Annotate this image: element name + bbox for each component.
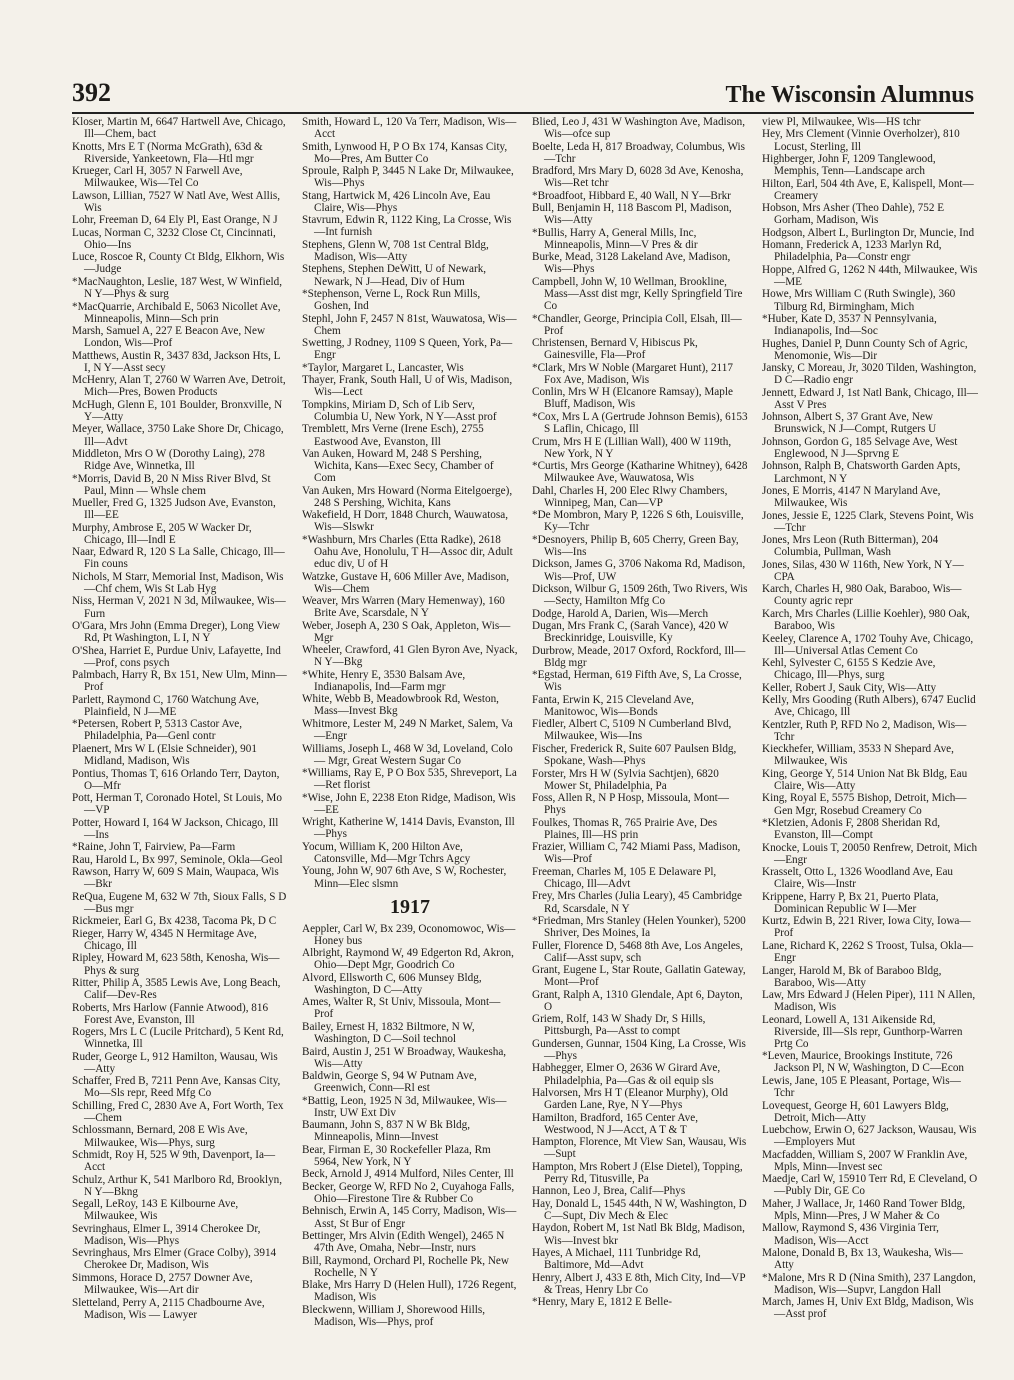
directory-entry: *De Mombron, Mary P, 1226 S 6th, Louisville, Ky—Tchr [532, 509, 744, 534]
directory-entry: Becker, George W, RFD No 2, Cuyahoga Falls, Ohio—Firestone Tire & Rubber Co [302, 1180, 515, 1205]
directory-entry: *MacNaughton, Leslie, 187 West, W Winfield, N Y—Phys & surg [72, 275, 283, 301]
directory-entry: Meyer, Wallace, 3750 Lake Shore Dr, Chicago, Ill—Advt [72, 423, 284, 448]
directory-entry: Fanta, Erwin K, 215 Cleveland Ave, Manitowoc, Wis—Bonds [532, 693, 694, 718]
directory-entry: Dahl, Charles H, 200 Elec Rlwy Chambers, Winnipeg, Man, Can—VP [532, 484, 728, 509]
directory-entry: *White, Henry E, 3530 Balsam Ave, Indianapolis, Ind—Farm mgr [302, 668, 466, 693]
directory-entry: Dodge, Harold A, Darien, Wis—Merch [532, 607, 709, 620]
directory-entry: Stephens, Glenn W, 708 1st Central Bldg, Madison, Wis—Atty [302, 238, 489, 263]
directory-entry: *Clark, Mrs W Noble (Margaret Hunt), 2117 Fox Ave, Madison, Wis [532, 361, 733, 386]
directory-entry: Frazier, William C, 742 Miami Pass, Madison, Wis—Prof [532, 841, 741, 866]
directory-entry: Grant, Ralph A, 1310 Glendale, Apt 6, Dayton, O [532, 988, 743, 1013]
directory-entry: King, Royal E, 5575 Bishop, Detroit, Mich—Gen Mgr, Rosebud Creamery Co [762, 792, 967, 817]
directory-entry: Potter, Howard I, 164 W Jackson, Chicago, Ill—Ins [72, 816, 279, 841]
directory-entry: Sletteland, Perry A, 2115 Chadbourne Ave, Madison, Wis — Lawyer [72, 1296, 265, 1321]
directory-entry: Christensen, Bernard V, Hibiscus Pk, Gainesville, Fla—Prof [532, 337, 698, 362]
directory-entry: Kurtz, Edwin B, 221 River, Iowa City, Iowa—Prof [762, 915, 971, 940]
directory-entry: Karch, Mrs Charles (Lillie Koehler), 980 Oak, Baraboo, Wis [762, 607, 970, 633]
directory-entry: Alvord, Ellsworth C, 606 Munsey Bldg, Washington, D C—Atty [302, 971, 482, 996]
directory-entry: Fiedler, Albert C, 5109 N Cumberland Blvd, Milwaukee, Wis—Ins [532, 718, 732, 743]
directory-entry: Howe, Mrs William C (Ruth Swingle), 360 Tilburg Rd, Birmingham, Mich [762, 288, 956, 313]
directory-entry: Whitmore, Lester M, 249 N Market, Salem, Va—Engr [302, 717, 513, 743]
directory-entry: Hayes, A Michael, 111 Tunbridge Rd, Baltimore, Md—Advt [532, 1246, 701, 1272]
directory-entry: Halvorsen, Mrs H T (Eleanor Murphy), Old Garden Lane, Rye, N Y—Phys [532, 1087, 728, 1112]
directory-entry: Pontius, Thomas T, 616 Orlando Terr, Dayton, O—Mfr [72, 767, 280, 792]
directory-entry: Baumann, John S, 837 N W Bk Bldg, Minneapolis, Minn—Invest [302, 1119, 471, 1144]
directory-entry: Baird, Austin J, 251 W Broadway, Waukesha, Wis—Atty [302, 1045, 507, 1070]
directory-entry: Watzke, Gustave H, 606 Miller Ave, Madison, Wis—Chem [302, 570, 510, 595]
class-year-heading: 1917 [390, 895, 430, 918]
directory-entry: McHenry, Alan T, 2760 W Warren Ave, Detroit, Mich—Pres, Bowen Products [72, 374, 286, 399]
directory-entry: Wheeler, Crawford, 41 Glen Byron Ave, Nyack, N Y—Bkg [302, 644, 518, 669]
directory-entry: Crum, Mrs H E (Lillian Wall), 400 W 119th, New York, N Y [532, 435, 732, 460]
directory-entry: Jones, Mrs Leon (Ruth Bitterman), 204 Columbia, Pullman, Wash [762, 534, 939, 559]
directory-entry: Middleton, Mrs O W (Dorothy Laing), 278 Ridge Ave, Winnetka, Ill [72, 448, 265, 473]
directory-entry: Lane, Richard K, 2262 S Troost, Tulsa, Okla—Engr [762, 939, 974, 965]
directory-entry: Bill, Raymond, Orchard Pl, Rochelle Pk, New Rochelle, N Y [302, 1254, 509, 1279]
directory-entry: Marsh, Samuel A, 227 E Beacon Ave, New London, Wis—Prof [72, 325, 266, 350]
directory-entry: Tompkins, Miriam D, Sch of Lib Serv, Columbia U, New York, N Y—Asst prof [302, 398, 497, 423]
directory-entry: *Henry, Mary E, 1812 E Belle- [532, 1296, 673, 1309]
directory-entry: Young, John W, 907 6th Ave, S W, Rochester, Minn—Elec slsmn [302, 865, 507, 890]
directory-entry: Rieger, Harry W, 4345 N Hermitage Ave, Chicago, Ill [72, 927, 257, 952]
directory-entry: Keller, Robert J, Sauk City, Wis—Atty [762, 681, 937, 694]
directory-entry: Weber, Joseph A, 230 S Oak, Appleton, Wis—Mgr [302, 619, 511, 644]
directory-entry: Jones, Jessie E, 1225 Clark, Stevens Point, Wis—Tchr [762, 509, 974, 534]
directory-entry: Niss, Herman V, 2021 N 3d, Milwaukee, Wis—Furn [72, 595, 286, 620]
directory-entry: Johnson, Ralph B, Chatsworth Garden Apts, Larchmont, N Y [762, 460, 961, 485]
directory-entry: Homann, Frederick A, 1233 Marlyn Rd, Philadelphia, Pa—Constr engr [762, 239, 942, 264]
directory-entry: Smith, Lynwood H, P O Bx 174, Kansas City, Mo—Pres, Am Butter Co [302, 140, 508, 165]
directory-entry: Beck, Arnold J, 4914 Mulford, Niles Center, Ill [302, 1168, 514, 1181]
directory-entry: O'Gara, Mrs John (Emma Dreger), Long View Rd, Pt Washington, L I, N Y [72, 620, 281, 645]
running-title: The Wisconsin Alumnus [725, 82, 974, 108]
directory-entry: Ruder, George L, 912 Hamilton, Wausau, Wis—Atty [72, 1050, 278, 1075]
directory-entry: Kieckhefer, William, 3533 N Shepard Ave, Milwaukee, Wis [762, 743, 954, 768]
directory-entry: Forster, Mrs H W (Sylvia Sachtjen), 6820 Mower St, Philadelphia, Pa [532, 767, 719, 792]
directory-entry: Conlin, Mrs W H (Elcanore Ramsay), Maple Bluff, Madison, Wis [532, 386, 733, 411]
directory-entry: *Malone, Mrs R D (Nina Smith), 237 Langdon, Madison, Wis—Supvr, Langdon Hall [762, 1271, 976, 1296]
directory-entry: Mueller, Fred G, 1325 Judson Ave, Evanston, Ill—EE [72, 497, 276, 522]
directory-entry: Dugan, Mrs Frank C, (Sarah Vance), 420 W Breckinridge, Louisville, Ky [532, 620, 729, 645]
directory-entry: Maedje, Carl W, 15910 Terr Rd, E Cleveland, O—Publy Dir, GE Co [762, 1173, 978, 1198]
directory-entry: Krasselt, Otto L, 1326 Woodland Ave, Eau Claire, Wis—Instr [762, 866, 954, 891]
directory-entry: Foulkes, Thomas R, 765 Prairie Ave, Des Plaines, Ill—HS prin [532, 816, 718, 841]
directory-entry: Karch, Charles H, 980 Oak, Baraboo, Wis—County agric repr [762, 583, 962, 608]
directory-entry: Bailey, Ernest H, 1832 Biltmore, N W, Washington, D C—Soil technol [302, 1020, 475, 1046]
directory-entry: Malone, Donald B, Bx 13, Waukesha, Wis—Atty [762, 1246, 963, 1272]
directory-entry: *Williams, Ray E, P O Box 535, Shreveport, La—Ret florist [302, 767, 517, 792]
directory-entry: Langer, Harold M, Bk of Baraboo Bldg, Baraboo, Wis—Atty [762, 964, 942, 989]
directory-entry: Knotts, Mrs E T (Norma McGrath), 63d & Riverside, Yankeetown, Fla—Htl mgr [72, 140, 263, 165]
directory-entry: Plaenert, Mrs W L (Elsie Schneider), 901 Midland, Madison, Wis [72, 742, 257, 768]
directory-entry: view Pl, Milwaukee, Wis—HS tchr [762, 116, 921, 128]
directory-entry: Smith, Howard L, 120 Va Terr, Madison, Wis—Acct [302, 116, 517, 141]
directory-entry: Grant, Eugene L, Star Route, Gallatin Gateway, Mont—Prof [532, 964, 746, 989]
directory-entry: Highberger, John F, 1209 Tanglewood, Memphis, Tenn—Landscape arch [762, 153, 936, 178]
directory-entry: Ames, Walter R, St Univ, Missoula, Mont—Prof [302, 996, 501, 1021]
directory-entry: Bull, Benjamin H, 118 Bascom Pl, Madison, Wis—Atty [532, 202, 732, 227]
directory-entry: Kehl, Sylvester C, 6155 S Kedzie Ave, Chicago, Ill—Phys, surg [762, 657, 936, 682]
directory-entry: Bleckwenn, William J, Shorewood Hills, Madison, Wis—Phys, prof [302, 1303, 485, 1328]
directory-entry: Luebchow, Erwin O, 627 Jackson, Wausau, Wis—Employers Mut [762, 1124, 977, 1149]
directory-entry: Henry, Albert J, 433 E 8th, Mich City, Ind—VP & Treas, Henry Lbr Co [532, 1271, 746, 1296]
directory-entry: Mallow, Raymond S, 436 Virginia Terr, Madison, Wis—Acct [762, 1222, 939, 1247]
directory-entry: Jones, E Morris, 4147 N Maryland Ave, Milwaukee, Wis [762, 485, 941, 510]
directory-entry: Rau, Harold L, Bx 997, Seminole, Okla—Geol [72, 853, 283, 866]
directory-entry: Wakefield, H Dorr, 1848 Church, Wauwatosa, Wis—Slswkr [302, 509, 509, 534]
directory-entry: Luce, Roscoe R, County Ct Bldg, Elkhorn, Wis—Judge [72, 251, 285, 276]
directory-entry: *MacQuarrie, Archibald E, 5063 Nicollet Ave, Minneapolis, Minn—Sch prin [72, 300, 281, 325]
directory-entry: Aeppler, Carl W, Bx 239, Oconomowoc, Wis—Honey bus [302, 922, 516, 947]
directory-column-1 [72, 116, 288, 1366]
directory-entry: Krueger, Carl H, 3057 N Farwell Ave, Milwaukee, Wis—Tel Co [72, 165, 243, 190]
directory-entry: Lewis, Jane, 105 E Pleasant, Portage, Wis—Tchr [762, 1074, 961, 1100]
directory-entry: Gundersen, Gunnar, 1504 King, La Crosse, Wis—Phys [532, 1037, 746, 1062]
directory-entry: McHugh, Glenn E, 101 Boulder, Bronxville, N Y—Atty [72, 398, 283, 423]
directory-entry: Boelte, Leda H, 817 Broadway, Columbus, Wis—Tchr [532, 140, 746, 165]
directory-entry: Schilling, Fred C, 2830 Ave A, Fort Worth, Tex—Chem [72, 1099, 284, 1124]
directory-entry: Schlossmann, Bernard, 208 E Wis Ave, Milwaukee, Wis—Phys, surg [72, 1124, 248, 1149]
directory-entry: Van Auken, Howard M, 248 S Pershing, Wichita, Kans—Exec Secy, Chamber of Com [302, 448, 494, 485]
directory-entry: Weaver, Mrs Warren (Mary Hemenway), 160 Brite Ave, Scarsdale, N Y [302, 595, 505, 620]
directory-entry: Freeman, Charles M, 105 E Delaware Pl, Chicago, Ill—Advt [532, 865, 717, 890]
directory-entry: Matthews, Austin R, 3437 83d, Jackson Hts, L I, N Y—Asst secy [72, 349, 281, 374]
directory-entry: Schulz, Arthur K, 541 Marlboro Rd, Brooklyn, N Y—Bkng [72, 1173, 283, 1198]
directory-entry: Bradford, Mrs Mary D, 6028 3d Ave, Kenosha, Wis—Ret tchr [532, 165, 744, 190]
directory-entry: Campbell, John W, 10 Wellman, Brookline, Mass—Asst dist mgr, Kelly Springfield Tire Co [532, 275, 743, 313]
directory-entry: Naar, Edward R, 120 S La Salle, Chicago, Ill—Fin couns [72, 546, 285, 571]
directory-entry: Simmons, Horace D, 2757 Downer Ave, Milwaukee, Wis—Art dir [72, 1271, 253, 1297]
directory-entry: Fischer, Frederick R, Suite 607 Paulsen Bldg, Spokane, Wash—Phys [532, 742, 737, 768]
directory-column-4 [762, 116, 978, 1366]
directory-entry: Albright, Raymond W, 49 Edgerton Rd, Akron, Ohio—Dept Mgr, Goodrich Co [302, 947, 514, 972]
directory-entry: March, James H, Univ Ext Bldg, Madison, Wis—Asst prof [762, 1296, 974, 1321]
directory-entry: *Curtis, Mrs George (Katharine Whitney), 6428 Milwaukee Ave, Wauwatosa, Wis [532, 460, 748, 485]
directory-entry: Bear, Firman E, 30 Rockefeller Plaza, Rm 5964, New York, N Y [302, 1143, 491, 1168]
directory-entry: Jennett, Edward J, 1st Natl Bank, Chicago, Ill—Asst V Pres [762, 386, 978, 411]
directory-entry: Behnisch, Erwin A, 145 Corry, Madison, Wis—Asst, St Bur of Engr [302, 1205, 517, 1230]
directory-entry: Bettinger, Mrs Alvin (Edith Wengel), 2465 N 47th Ave, Omaha, Nebr—Instr, nurs [302, 1230, 505, 1255]
directory-entry: Sevringhaus, Mrs Elmer (Grace Colby), 3914 Cherokee Dr, Madison, Wis [72, 1247, 277, 1272]
directory-entry: Sevringhaus, Elmer L, 3914 Cherokee Dr, Madison, Wis—Phys [72, 1222, 261, 1247]
directory-entry: Hilton, Earl, 504 4th Ave, E, Kalispell, Mont—Creamery [762, 177, 974, 202]
directory-entry: White, Webb B, Meadowbrook Rd, Weston, Mass—Invest Bkg [302, 693, 499, 718]
directory-entry: Hodgson, Albert L, Burlington Dr, Muncie, Ind [762, 226, 975, 239]
directory-entry: Pott, Herman T, Coronado Hotel, St Louis, Mo—VP [72, 792, 282, 817]
directory-entry: Hoppe, Alfred G, 1262 N 44th, Milwaukee, Wis—ME [762, 263, 978, 288]
directory-entry: Parlett, Raymond C, 1760 Watchung Ave, Plainfield, N J—ME [72, 693, 259, 718]
directory-entry: Lovequest, George H, 601 Lawyers Bldg, Detroit, Mich—Atty [762, 1099, 949, 1124]
directory-entry: Fuller, Florence D, 5468 8th Ave, Los Angeles, Calif—Asst supv, sch [532, 939, 743, 964]
directory-entry: Durbrow, Meade, 2017 Oxford, Rockford, Ill—Bldg mgr [532, 644, 746, 669]
directory-entry: Roberts, Mrs Harlow (Fannie Atwood), 816 Forest Ave, Evanston, Ill [72, 1001, 269, 1026]
directory-entry: Hobson, Mrs Asher (Theo Dahle), 752 E Gorham, Madison, Wis [762, 202, 945, 227]
directory-entry: *Taylor, Margaret L, Lancaster, Wis [302, 361, 464, 374]
directory-column-3 [532, 116, 748, 1366]
directory-entry: Johnson, Albert S, 37 Grant Ave, New Brunswick, N J—Compt, Rutgers U [762, 411, 937, 436]
directory-entry: Knocke, Louis T, 20050 Renfrew, Detroit, Mich—Engr [762, 841, 978, 866]
directory-entry: Habhegger, Elmer O, 2636 W Girard Ave, Philadelphia, Pa—Gas & oil equip sls [532, 1062, 721, 1087]
directory-entry: Blied, Leo J, 431 W Washington Ave, Madison, Wis—ofce sup [532, 116, 745, 141]
directory-entry: Lohr, Freeman D, 64 Ely Pl, East Orange, N J [72, 214, 278, 227]
directory-entry: Griem, Rolf, 143 W Shady Dr, S Hills, Pittsburgh, Pa—Asst to compt [532, 1013, 706, 1038]
directory-entry: Johnson, Gordon G, 185 Selvage Ave, West Englewood, N J—Sprvng E [762, 435, 958, 460]
directory-entry: Foss, Allen R, N P Hosp, Missoula, Mont—Phys [532, 792, 729, 817]
directory-entry: Ritter, Philip A, 3585 Lewis Ave, Long Beach, Calif—Dev-Res [72, 977, 281, 1002]
directory-entry: Hay, Donald L, 1545 44th, N W, Washington, D C—Supt, Div Mech & Elec [532, 1197, 747, 1222]
directory-entry: Law, Mrs Edward J (Helen Piper), 111 N Allen, Madison, Wis [762, 989, 976, 1014]
directory-entry: *Petersen, Robert P, 5313 Castor Ave, Philadelphia, Pa—Genl contr [72, 718, 243, 743]
directory-entry: *Washburn, Mrs Charles (Etta Radke), 2618 Oahu Ave, Honolulu, T H—Assoc dir, Adult educ div, U of H [302, 533, 513, 571]
directory-entry: *Broadfoot, Hibbard E, 40 Wall, N Y—Brkr [532, 189, 731, 202]
directory-columns [72, 116, 978, 1366]
directory-entry: Stavrum, Edwin R, 1122 King, La Crosse, Wis—Int furnish [302, 214, 512, 239]
directory-entry: Murphy, Ambrose E, 205 W Wacker Dr, Chicago, Ill—Indl E [72, 521, 252, 546]
directory-entry: Schaffer, Fred B, 7211 Penn Ave, Kansas City, Mo—Sls repr, Reed Mfg Co [72, 1075, 281, 1100]
directory-entry: *Huber, Kate D, 3537 N Pennsylvania, Indianapolis, Ind—Soc [762, 313, 937, 338]
directory-entry: Frey, Mrs Charles (Julia Leary), 45 Cambridge Rd, Scarsdale, N Y [532, 890, 742, 915]
directory-entry: *Leven, Maurice, Brookings Institute, 726 Jackson Pl, N W, Washington, D C—Econ [762, 1050, 965, 1075]
directory-entry: *Battig, Leon, 1925 N 3d, Milwaukee, Wis—Instr, UW Ext Div [302, 1094, 507, 1119]
directory-entry: Macfadden, William S, 2007 W Franklin Ave, Mpls, Minn—Invest sec [762, 1148, 968, 1173]
directory-entry: Krippene, Harry P, Bx 21, Puerto Plata, Dominican Republic W I—Mer [762, 890, 939, 915]
directory-entry: Hampton, Florence, Mt View San, Wausau, Wis—Supt [532, 1136, 747, 1161]
directory-entry: ReQua, Eugene M, 632 W 7th, Sioux Falls, S D—Bus mgr [72, 890, 287, 915]
directory-entry: Haydon, Robert M, 1st Natl Bk Bldg, Madison, Wis—Invest bkr [532, 1222, 745, 1247]
directory-entry: Williams, Joseph L, 468 W 3d, Loveland, Colo — Mgr, Great Western Sugar Co [302, 742, 513, 767]
directory-entry: Hamilton, Bradford, 165 Center Ave, Westwood, N J—Acct, A T & T [532, 1111, 699, 1136]
directory-entry: *Friedman, Mrs Stanley (Helen Younker), 5200 Shriver, Des Moines, Ia [532, 914, 746, 940]
directory-entry: *Chandler, George, Principia Coll, Elsah, Ill—Prof [532, 312, 742, 337]
directory-entry: Burke, Mead, 3128 Lakeland Ave, Madison, Wis—Phys [532, 251, 731, 276]
directory-entry: Dickson, Wilbur G, 1509 26th, Two Rivers, Wis—Secty, Hamilton Mfg Co [532, 582, 748, 608]
directory-entry: Stang, Hartwick M, 426 Lincoln Ave, Eau Claire, Wis—Phys [302, 189, 491, 214]
directory-entry: *Egstad, Herman, 619 Fifth Ave, S, La Crosse, Wis [532, 669, 742, 694]
page-header [72, 78, 974, 114]
directory-entry: *Wise, John E, 2238 Eton Ridge, Madison, Wis—EE [302, 791, 516, 816]
directory-entry: Ripley, Howard M, 623 58th, Kenosha, Wis—Phys & surg [72, 952, 280, 977]
directory-entry: *Bullis, Harry A, General Mills, Inc, Minneapolis, Minn—V Pres & dir [532, 226, 698, 251]
directory-entry: Stephens, Stephen DeWitt, U of Newark, Newark, N J—Head, Div of Hum [302, 263, 487, 288]
directory-entry: Maher, J Wallace, Jr, 1460 Rand Tower Bldg, Mpls, Minn—Pres, J W Maher & Co [762, 1197, 965, 1222]
directory-entry: Van Auken, Mrs Howard (Norma Eitelgoerge), 248 S Pershing, Wichita, Kans [302, 484, 513, 509]
directory-entry: Kloser, Martin M, 6647 Hartwell Ave, Chicago, Ill—Chem, bact [72, 116, 286, 141]
directory-entry: Nichols, M Starr, Memorial Inst, Madison, Wis—Chf chem, Wis St Lab Hyg [72, 570, 284, 595]
directory-entry: Thayer, Frank, South Hall, U of Wis, Madison, Wis—Lect [302, 374, 513, 399]
directory-entry: Hannon, Leo J, Brea, Calif—Phys [532, 1185, 686, 1198]
directory-entry: Dickson, James G, 3706 Nakoma Rd, Madison, Wis—Prof, UW [532, 558, 746, 583]
directory-entry: Rickmeier, Earl G, Bx 4238, Tacoma Pk, D C [72, 915, 277, 928]
directory-entry: Stephl, John F, 2457 N 81st, Wauwatosa, Wis—Chem [302, 312, 517, 337]
directory-entry: *Cox, Mrs L A (Gertrude Johnson Bemis), 6153 S Laflin, Chicago, Ill [532, 410, 748, 436]
directory-entry: Keeley, Clarence A, 1702 Touhy Ave, Chicago, Ill—Universal Atlas Cement Co [762, 632, 974, 657]
directory-entry: Swetting, J Rodney, 1109 S Queen, York, Pa—Engr [302, 337, 513, 362]
page-number: 392 [72, 78, 111, 107]
directory-entry: Kentzler, Ruth P, RFD No 2, Madison, Wis—Tchr [762, 718, 967, 743]
directory-entry: Baldwin, George S, 94 W Putnam Ave, Greenwich, Conn—Rl est [302, 1070, 477, 1095]
directory-entry: O'Shea, Harriet E, Purdue Univ, Lafayette, Ind—Prof, cons psych [72, 644, 281, 669]
directory-entry: Lawson, Lillian, 7527 W Natl Ave, West Allis, Wis [72, 189, 281, 214]
directory-entry: *Desnoyers, Philip B, 605 Cherry, Green Bay, Wis—Ins [532, 533, 739, 558]
directory-entry: Yocum, William K, 200 Hilton Ave, Catonsville, Md—Mgr Tchrs Agcy [302, 840, 471, 865]
directory-entry: *Raine, John T, Fairview, Pa—Farm [72, 841, 236, 854]
directory-entry: Blake, Mrs Harry D (Helen Hull), 1726 Regent, Madison, Wis [302, 1279, 517, 1304]
directory-entry: Rogers, Mrs L C (Lucile Pritchard), 5 Kent Rd, Winnetka, Ill [72, 1026, 284, 1051]
directory-column-2 [302, 116, 518, 1366]
directory-entry: Sproule, Ralph P, 3445 N Lake Dr, Milwaukee, Wis—Phys [302, 165, 514, 190]
directory-entry: Tremblett, Mrs Verne (Irene Esch), 2755 Eastwood Ave, Evanston, Ill [302, 423, 484, 448]
directory-entry: Hey, Mrs Clement (Vinnie Overholzer), 810 Locust, Sterling, Ill [762, 128, 960, 153]
directory-entry: *Kletzien, Adonis F, 2808 Sheridan Rd, Evanston, Ill—Compt [762, 817, 941, 842]
directory-entry: Schmidt, Roy H, 525 W 9th, Davenport, Ia—Acct [72, 1149, 276, 1174]
directory-entry: Leonard, Lowell A, 131 Aikenside Rd, Riverside, Ill—Sls repr, Gunthorp-Warren Prtg Co [762, 1013, 963, 1050]
directory-entry: *Morris, David B, 20 N Miss River Blvd, St Paul, Minn — Whsle chem [72, 472, 271, 497]
directory-entry: Wright, Katherine W, 1414 Davis, Evanston, Ill—Phys [302, 816, 515, 841]
directory-entry: Jones, Silas, 430 W 116th, New York, N Y—CPA [762, 558, 964, 583]
directory-entry: Hampton, Mrs Robert J (Else Dietel), Topping, Perry Rd, Titusville, Pa [532, 1160, 743, 1185]
directory-entry: King, George Y, 514 Union Nat Bk Bldg, Eau Claire, Wis—Atty [762, 767, 968, 792]
directory-entry: *Stephenson, Verne L, Rock Run Mills, Goshen, Ind [302, 288, 481, 313]
directory-entry: Palmbach, Harry R, Bx 151, New Ulm, Minn—Prof [72, 669, 287, 694]
directory-entry: Lucas, Norman C, 3232 Close Ct, Cincinnati, Ohio—Ins [72, 226, 276, 251]
directory-entry: Jansky, C Moreau, Jr, 3020 Tilden, Washington, D C—Radio engr [762, 362, 977, 387]
directory-entry: Hughes, Daniel P, Dunn County Sch of Agric, Menomonie, Wis—Dir [762, 337, 968, 362]
directory-entry: Rawson, Harry W, 609 S Main, Waupaca, Wis—Bkr [72, 866, 279, 891]
directory-entry: Kelly, Mrs Gooding (Ruth Albers), 6747 Euclid Ave, Chicago, Ill [762, 694, 976, 719]
directory-entry: Segall, LeRoy, 143 E Kilbourne Ave, Milwaukee, Wis [72, 1198, 239, 1223]
